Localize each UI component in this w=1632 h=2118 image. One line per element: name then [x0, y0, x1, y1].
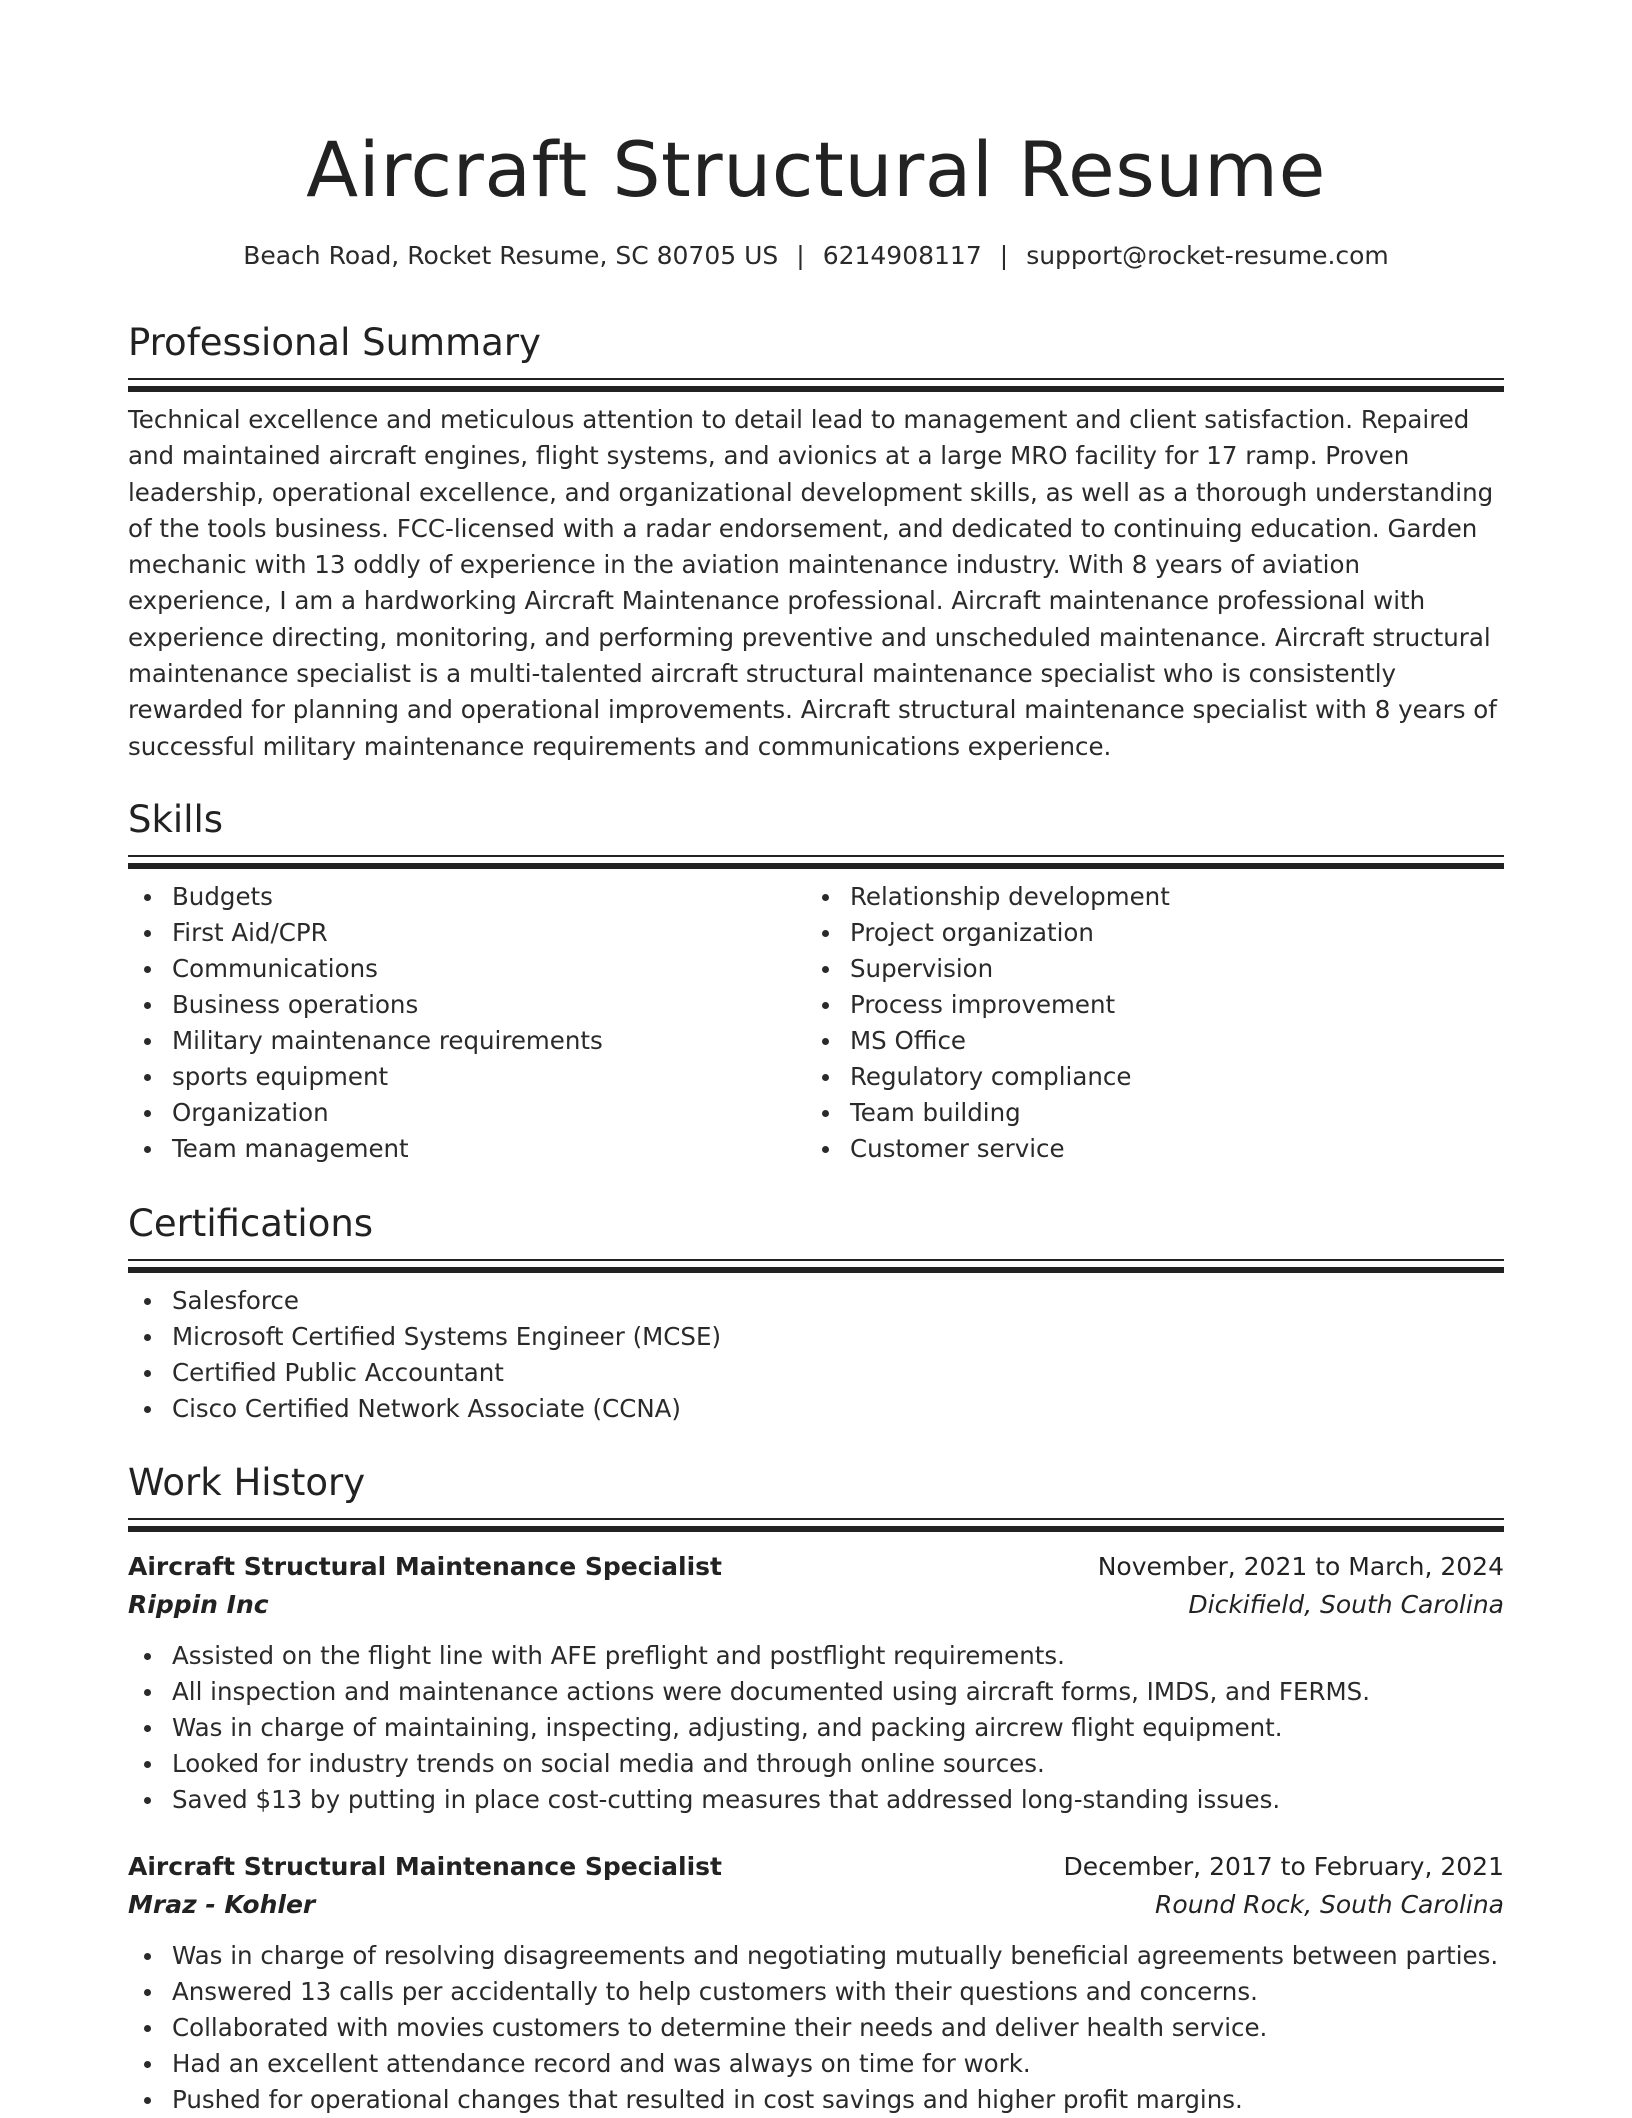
job-company: Rippin Inc: [128, 1590, 269, 1619]
work-history-section: [128, 1458, 1504, 2118]
skills-list-right: [806, 879, 1484, 1167]
skills-columns: [128, 879, 1504, 1167]
job-bullet: Was in charge of resolving disagreements and negotiating mutually beneficial agreements between parties.: [128, 1938, 1504, 1974]
skill-item: Supervision: [806, 951, 1484, 987]
job-dates: November, 2021 to March, 2024: [1097, 1552, 1504, 1581]
skill-item: Business operations: [128, 987, 806, 1023]
job-bullet: Answered 13 calls per accidentally to help customers with their questions and concerns.: [128, 1974, 1504, 2010]
skill-item: Relationship development: [806, 879, 1484, 915]
certification-item: Cisco Certified Network Associate (CCNA): [128, 1391, 1504, 1427]
certifications-heading: Certifications: [128, 1202, 374, 1245]
certification-item: Certified Public Accountant: [128, 1355, 1504, 1391]
skills-section: [128, 795, 1504, 1167]
section-divider: [128, 378, 1504, 392]
certifications-list: [128, 1283, 1504, 1427]
certification-item: Salesforce: [128, 1283, 1504, 1319]
skill-item: sports equipment: [128, 1059, 806, 1095]
skills-heading: Skills: [128, 798, 224, 841]
job-bullet: Had an excellent attendance record and was always on time for work.: [128, 2046, 1504, 2082]
job-header-row: [128, 1548, 1504, 1586]
section-divider: [128, 1518, 1504, 1532]
summary-heading: Professional Summary: [128, 321, 541, 364]
work-history-heading: Work History: [128, 1461, 366, 1504]
skill-item: MS Office: [806, 1023, 1484, 1059]
contact-separator: |: [796, 241, 805, 270]
job-subheader-row: [128, 1586, 1504, 1624]
certifications-section: [128, 1199, 1504, 1427]
job-entry: [128, 1848, 1504, 2118]
contact-phone: 6214908117: [822, 241, 982, 270]
job-location: Round Rock, South Carolina: [1155, 1890, 1504, 1919]
job-bullets: [128, 1638, 1504, 1818]
skill-item: Budgets: [128, 879, 806, 915]
job-bullet: Saved $13 by putting in place cost-cutting measures that addressed long-standing issues.: [128, 1782, 1504, 1818]
skill-item: Organization: [128, 1095, 806, 1131]
job-title: Aircraft Structural Maintenance Specialist: [128, 1852, 722, 1881]
skill-item: Team building: [806, 1095, 1484, 1131]
skill-item: Military maintenance requirements: [128, 1023, 806, 1059]
certification-item: Microsoft Certified Systems Engineer (MCSE): [128, 1319, 1504, 1355]
section-divider: [128, 1259, 1504, 1273]
contact-address: Beach Road, Rocket Resume, SC 80705 US: [243, 241, 779, 270]
job-title: Aircraft Structural Maintenance Specialist: [128, 1552, 722, 1581]
skill-item: Customer service: [806, 1131, 1484, 1167]
skill-item: Project organization: [806, 915, 1484, 951]
job-subheader-row: [128, 1886, 1504, 1924]
job-bullet: All inspection and maintenance actions were documented using aircraft forms, IMDS, and FERMS.: [128, 1674, 1504, 1710]
job-bullet: Looked for industry trends on social media and through online sources.: [128, 1746, 1504, 1782]
job-location: Dickifield, South Carolina: [1188, 1590, 1504, 1619]
skill-item: First Aid/CPR: [128, 915, 806, 951]
job-entry: [128, 1548, 1504, 1818]
contact-line: [128, 238, 1504, 274]
contact-email[interactable]: support@rocket-resume.com: [1026, 241, 1389, 270]
job-bullet: Assisted on the flight line with AFE preflight and postflight requirements.: [128, 1638, 1504, 1674]
skill-item: Process improvement: [806, 987, 1484, 1023]
job-bullets: [128, 1938, 1504, 2118]
resume-title: Aircraft Structural Resume: [306, 125, 1326, 214]
skills-list-left: [128, 879, 806, 1167]
summary-section: [128, 318, 1504, 765]
summary-text: Technical excellence and meticulous attention to detail lead to management and client satisfaction. Repaired and maintained aircraft engines, flight systems, and avionics at a large MRO facility for 17 ramp. Proven leadership, operational excellence, and organizational development skills, as well as a thorough understanding of the tools business. FCC-licensed with a radar endorsement, and dedicated to continuing education. Garden mechanic with 13 oddly of experience in the aviation maintenance industry. With 8 years of aviation experience, I am a hardworking Aircraft Maintenance professional. Aircraft maintenance professional with experience directing, monitoring, and performing preventive and unscheduled maintenance. Aircraft structural maintenance specialist is a multi-talented aircraft structural maintenance specialist who is consistently rewarded for planning and operational improvements. Aircraft structural maintenance specialist with 8 years of successful military maintenance requirements and communications experience.: [128, 405, 1497, 761]
skill-item: Regulatory compliance: [806, 1059, 1484, 1095]
section-divider: [128, 855, 1504, 869]
job-bullet: Pushed for operational changes that resulted in cost savings and higher profit margins.: [128, 2082, 1504, 2118]
skill-item: Team management: [128, 1131, 806, 1167]
job-bullet: Collaborated with movies customers to determine their needs and deliver health service.: [128, 2010, 1504, 2046]
job-company: Mraz - Kohler: [128, 1890, 316, 1919]
job-header-row: [128, 1848, 1504, 1886]
contact-separator: |: [999, 241, 1009, 270]
skill-item: Communications: [128, 951, 806, 987]
job-bullet: Was in charge of maintaining, inspecting, adjusting, and packing aircrew flight equipment.: [128, 1710, 1504, 1746]
job-dates: December, 2017 to February, 2021: [1063, 1852, 1504, 1881]
